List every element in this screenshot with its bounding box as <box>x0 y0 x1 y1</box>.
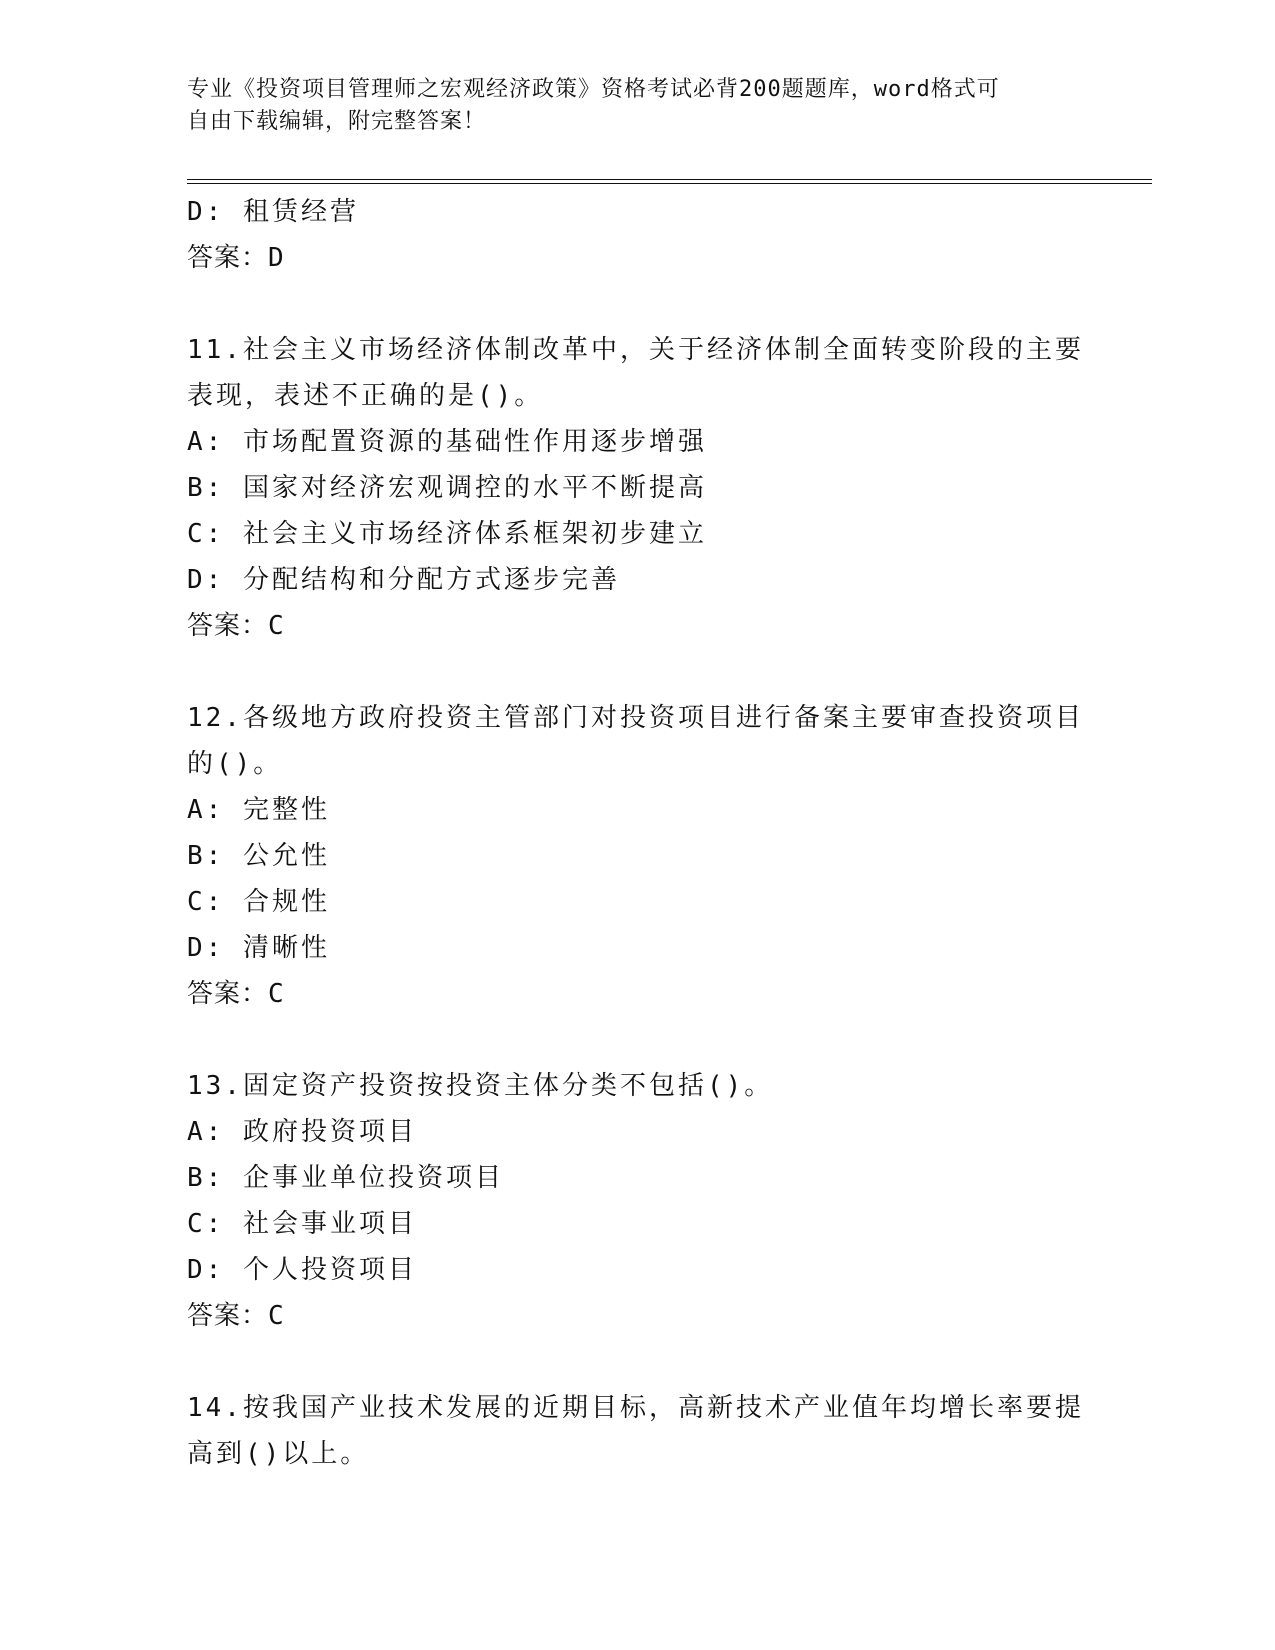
option-d: D: 分配结构和分配方式逐步完善 <box>187 565 620 595</box>
header-divider-top <box>187 179 1152 180</box>
spacer <box>187 281 1087 327</box>
option-a: A: 政府投资项目 <box>187 1117 417 1147</box>
question-12 <box>187 695 1087 1017</box>
option-d: D: 租赁经营 <box>187 197 359 227</box>
question-text-line-1: 11.社会主义市场经济体制改革中，关于经济体制全面转变阶段的主要 <box>187 335 1084 365</box>
header-line-2: 自由下载编辑，附完整答案！ <box>187 109 487 134</box>
option-b: B: 国家对经济宏观调控的水平不断提高 <box>187 473 707 503</box>
answer: 答案：C <box>187 611 285 641</box>
answer: 答案：D <box>187 243 285 273</box>
question-text-line-2: 的()。 <box>187 749 283 779</box>
option-a: A: 市场配置资源的基础性作用逐步增强 <box>187 427 707 457</box>
answer: 答案：C <box>187 979 285 1009</box>
header-line-1: 专业《投资项目管理师之宏观经济政策》资格考试必背200题题库，word格式可 <box>187 77 1000 102</box>
question-text-line-1: 14.按我国产业技术发展的近期目标，高新技术产业值年均增长率要提 <box>187 1393 1084 1423</box>
option-c: C: 合规性 <box>187 887 330 917</box>
header-divider-bottom <box>187 183 1152 184</box>
option-c: C: 社会主义市场经济体系框架初步建立 <box>187 519 707 549</box>
option-c: C: 社会事业项目 <box>187 1209 417 1239</box>
option-b: B: 企事业单位投资项目 <box>187 1163 504 1193</box>
answer: 答案：C <box>187 1301 285 1331</box>
option-d: D: 个人投资项目 <box>187 1255 417 1285</box>
option-d: D: 清晰性 <box>187 933 330 963</box>
question-text-line-1: 12.各级地方政府投资主管部门对投资项目进行备案主要审查投资项目 <box>187 703 1084 733</box>
option-b: B: 公允性 <box>187 841 330 871</box>
spacer <box>187 1339 1087 1385</box>
question-text-line-1: 13.固定资产投资按投资主体分类不包括()。 <box>187 1071 774 1101</box>
spacer <box>187 1017 1087 1063</box>
question-text-line-2: 高到()以上。 <box>187 1439 370 1469</box>
option-a: A: 完整性 <box>187 795 330 825</box>
spacer <box>187 649 1087 695</box>
question-text-line-2: 表现，表述不正确的是()。 <box>187 381 544 411</box>
question-13 <box>187 1063 1087 1339</box>
question-14 <box>187 1385 1087 1477</box>
question-11 <box>187 327 1087 649</box>
document-header <box>187 74 1067 138</box>
document-body <box>187 189 1087 1477</box>
